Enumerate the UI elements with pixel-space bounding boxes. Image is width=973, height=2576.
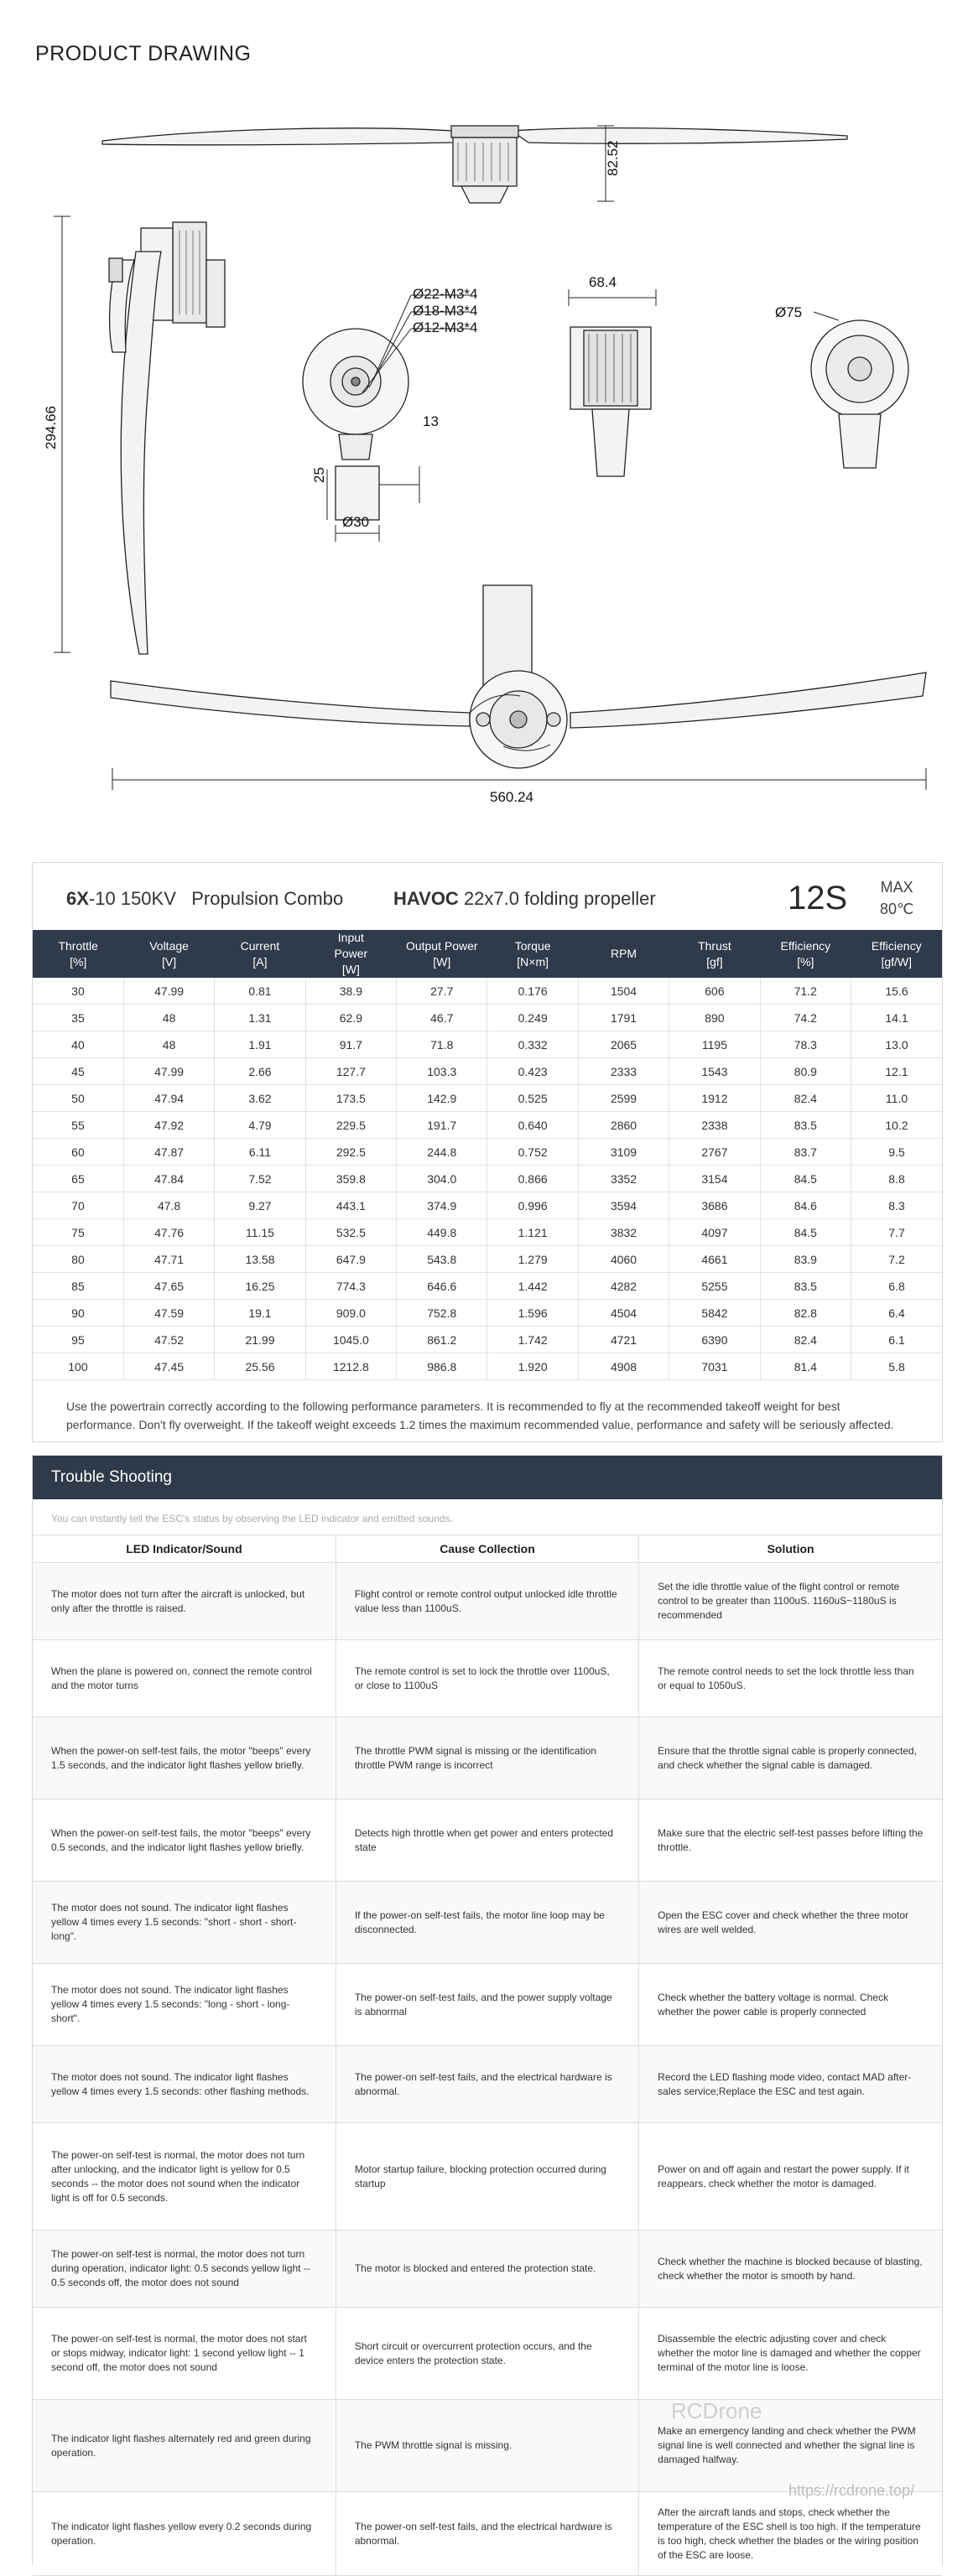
perf-col-header-line: Input [337, 931, 364, 944]
table-cell: 84.5 [760, 1166, 851, 1192]
table-row [33, 2492, 942, 2576]
table-cell: The power-on self-test fails, and the electrical hardware is abnormal. [336, 2492, 638, 2576]
table-row [33, 1882, 942, 1964]
table-cell: 47.52 [123, 1327, 214, 1353]
table-cell: 4908 [578, 1353, 669, 1380]
dim-d18: Ø18-M3*4 [413, 303, 478, 319]
perf-col-header-line: [%] [797, 954, 814, 969]
perf-col-header-line: [gf] [706, 954, 723, 969]
table-cell: 1195 [669, 1031, 760, 1058]
table-cell: 0.249 [487, 1005, 578, 1031]
table-cell: 47.99 [123, 978, 214, 1005]
table-cell: 986.8 [397, 1353, 487, 1380]
perf-col-header [397, 930, 487, 978]
table-cell: 191.7 [397, 1112, 487, 1139]
table-cell: 1.596 [487, 1300, 578, 1327]
table-cell: Record the LED flashing mode video, contact MAD after-sales service;Replace the ESC and test again. [639, 2046, 942, 2123]
dim-294-66: 294.66 [43, 406, 59, 449]
dim-d12: Ø12-M3*4 [413, 319, 478, 335]
table-cell: 0.996 [487, 1192, 578, 1219]
table-cell: 74.2 [760, 1005, 851, 1031]
perf-col-header-line: RPM [610, 947, 637, 960]
table-cell: The PWM throttle signal is missing. [336, 2400, 638, 2492]
perf-col-header-line: Torque [514, 938, 551, 953]
table-cell: Make an emergency landing and check whether the PWM signal line is well connected and whether the signal line is damaged halfway. [639, 2400, 942, 2492]
table-cell: 14.1 [851, 1005, 942, 1031]
perf-col-header-line: Voltage [149, 938, 189, 953]
ts-col-header: Solution [639, 1535, 942, 1563]
perf-col-header-line: Power [334, 947, 368, 960]
table-cell: 2338 [669, 1112, 760, 1139]
table-row [33, 978, 942, 1005]
table-cell: 78.3 [760, 1031, 851, 1058]
max-temp-value: 80℃ [880, 901, 914, 917]
table-cell: 70 [33, 1192, 123, 1219]
table-cell: 3154 [669, 1166, 760, 1192]
table-cell: 4661 [669, 1246, 760, 1273]
drawing-title: PRODUCT DRAWING [35, 42, 252, 65]
table-row [33, 1085, 942, 1112]
table-cell: 4.79 [215, 1112, 305, 1139]
table-cell: The power-on self-test fails, and the power supply voltage is abnormal [336, 1964, 638, 2046]
dim-d75: Ø75 [775, 304, 803, 320]
table-cell: 82.8 [760, 1300, 851, 1327]
table-cell: The motor is blocked and entered the protection state. [336, 2231, 638, 2308]
table-cell: The power-on self-test fails, and the electrical hardware is abnormal. [336, 2046, 638, 2123]
table-cell: 6.11 [215, 1139, 305, 1166]
perf-col-header [578, 930, 669, 978]
table-cell: 10.2 [851, 1112, 942, 1139]
perf-col-header [487, 930, 578, 978]
table-cell: 1045.0 [305, 1327, 396, 1353]
perf-col-header-line: Efficiency [780, 938, 831, 953]
troubleshooting-subtitle: You can instantly tell the ESC's status by observing the LED indicator and emitted sounds. [51, 1513, 453, 1524]
perf-col-header [760, 930, 851, 978]
table-row [33, 2046, 942, 2123]
table-cell: 8.3 [851, 1192, 942, 1219]
table-cell: 909.0 [305, 1300, 396, 1327]
table-cell: 81.4 [760, 1353, 851, 1380]
table-cell: 2.66 [215, 1058, 305, 1085]
table-row [33, 1058, 942, 1085]
table-cell: 25.56 [215, 1353, 305, 1380]
table-row [33, 1139, 942, 1166]
perf-col-header [669, 930, 760, 978]
table-cell: 47.87 [123, 1139, 214, 1166]
table-cell: 40 [33, 1031, 123, 1058]
table-cell: 47.76 [123, 1219, 214, 1246]
table-cell: 1.31 [215, 1005, 305, 1031]
table-cell: 47.94 [123, 1085, 214, 1112]
watermark-url: https://rcdrone.top/ [788, 2482, 915, 2499]
table-row [33, 1353, 942, 1380]
table-row [33, 1800, 942, 1882]
table-cell: 0.640 [487, 1112, 578, 1139]
combo-label: Propulsion Combo [191, 888, 344, 909]
table-cell: Check whether the battery voltage is normal. Check whether the power cable is properly connected [639, 1964, 942, 2046]
combo-model-bold: 6X [66, 888, 89, 909]
table-cell: When the plane is powered on, connect the remote control and the motor turns [33, 1640, 336, 1717]
table-cell: 38.9 [305, 978, 396, 1005]
table-cell: 47.59 [123, 1300, 214, 1327]
table-cell: 65 [33, 1166, 123, 1192]
table-cell: 7.2 [851, 1246, 942, 1273]
table-cell: Make sure that the electric self-test passes before lifting the throttle. [639, 1800, 942, 1882]
table-cell: 1212.8 [305, 1353, 396, 1380]
table-cell: 47.8 [123, 1192, 214, 1219]
table-cell: 103.3 [397, 1058, 487, 1085]
table-cell: 861.2 [397, 1327, 487, 1353]
troubleshooting-panel [32, 1455, 943, 2566]
dim-d30: Ø30 [342, 514, 370, 530]
table-cell: 50 [33, 1085, 123, 1112]
table-cell: 374.9 [397, 1192, 487, 1219]
table-cell: 47.45 [123, 1353, 214, 1380]
table-cell: 11.15 [215, 1219, 305, 1246]
table-cell: 1912 [669, 1085, 760, 1112]
table-row [33, 1192, 942, 1219]
table-cell: 83.7 [760, 1139, 851, 1166]
table-cell: 5842 [669, 1300, 760, 1327]
table-cell: 62.9 [305, 1005, 396, 1031]
table-cell: The indicator light flashes alternately red and green during operation. [33, 2400, 336, 2492]
table-cell: 3686 [669, 1192, 760, 1219]
table-cell: 71.8 [397, 1031, 487, 1058]
table-cell: 11.0 [851, 1085, 942, 1112]
table-cell: 82.4 [760, 1327, 851, 1353]
table-cell: 0.423 [487, 1058, 578, 1085]
table-cell: 0.866 [487, 1166, 578, 1192]
combo-name [66, 888, 343, 910]
table-row [33, 1219, 942, 1246]
table-cell: 90 [33, 1300, 123, 1327]
table-cell: Ensure that the throttle signal cable is properly connected, and check whether the signal cable is damaged. [639, 1717, 942, 1800]
table-cell: 12.1 [851, 1058, 942, 1085]
perf-col-header-line: [N×m] [517, 954, 549, 969]
table-cell: 83.5 [760, 1273, 851, 1300]
table-row [33, 2400, 942, 2492]
table-row [33, 2123, 942, 2231]
table-row [33, 1166, 942, 1192]
product-drawing [0, 75, 973, 855]
table-cell: 9.5 [851, 1139, 942, 1166]
table-cell: 292.5 [305, 1139, 396, 1166]
table-cell: 4060 [578, 1246, 669, 1273]
table-row [33, 1273, 942, 1300]
table-cell: The remote control is set to lock the throttle over 1100uS, or close to 1100uS [336, 1640, 638, 1717]
table-cell: 19.1 [215, 1300, 305, 1327]
dim-13: 13 [423, 413, 439, 429]
perf-col-header-line: [V] [162, 954, 177, 969]
table-cell: 1.442 [487, 1273, 578, 1300]
table-cell: If the power-on self-test fails, the motor line loop may be disconnected. [336, 1882, 638, 1964]
table-cell: 6.1 [851, 1327, 942, 1353]
table-cell: 75 [33, 1219, 123, 1246]
watermark-logo: RCDrone [671, 2398, 762, 2423]
table-cell: 646.6 [397, 1273, 487, 1300]
table-cell: 890 [669, 1005, 760, 1031]
table-cell: 449.8 [397, 1219, 487, 1246]
ts-col-header: LED Indicator/Sound [33, 1535, 336, 1563]
combo-model-rest: -10 150KV [88, 888, 176, 909]
table-cell: 8.8 [851, 1166, 942, 1192]
table-cell: 27.7 [397, 978, 487, 1005]
perf-col-header-line: [%] [70, 954, 87, 969]
table-cell: 4504 [578, 1300, 669, 1327]
troubleshooting-body [33, 1563, 942, 2576]
table-cell: 95 [33, 1327, 123, 1353]
max-temp [880, 876, 913, 920]
perf-col-header-line: Thrust [698, 938, 731, 953]
table-cell: 15.6 [851, 978, 942, 1005]
dim-height-top: 82.52 [605, 140, 621, 176]
table-cell: When the power-on self-test fails, the motor "beeps" every 1.5 seconds, and the indicator light flashes yellow briefly. [33, 1717, 336, 1800]
table-cell: Power on and off again and restart the power supply. If it reappears, check whether the motor is damaged. [639, 2123, 942, 2231]
table-cell: 46.7 [397, 1005, 487, 1031]
table-row [33, 1112, 942, 1139]
table-cell: 244.8 [397, 1139, 487, 1166]
table-cell: 2599 [578, 1085, 669, 1112]
table-cell: 82.4 [760, 1085, 851, 1112]
perf-col-header [215, 930, 305, 978]
performance-body [33, 978, 942, 1380]
dim-560-24: 560.24 [490, 789, 533, 805]
table-cell: The motor does not sound. The indicator light flashes yellow 4 times every 1.5 seconds: "long - short - long-short". [33, 1964, 336, 2046]
table-cell: 84.5 [760, 1219, 851, 1246]
table-row [33, 1563, 942, 1640]
table-cell: 3.62 [215, 1085, 305, 1112]
table-cell: The power-on self-test is normal, the motor does not turn after unlocking, and the indicator light is yellow for 0.5 seconds -- the motor does not sound when the indicator light is off for 0.5 seconds. [33, 2123, 336, 2231]
table-cell: 80.9 [760, 1058, 851, 1085]
table-row [33, 1005, 942, 1031]
table-cell: 1.920 [487, 1353, 578, 1380]
table-cell: The remote control needs to set the lock throttle less than or equal to 1050uS. [639, 1640, 942, 1717]
performance-header [33, 863, 942, 930]
table-cell: 55 [33, 1112, 123, 1139]
ts-col-header: Cause Collection [336, 1535, 638, 1563]
table-row [33, 2308, 942, 2400]
dim-68-4: 68.4 [589, 274, 617, 290]
table-row [33, 1327, 942, 1353]
table-cell: 543.8 [397, 1246, 487, 1273]
table-cell: 2333 [578, 1058, 669, 1085]
table-cell: The power-on self-test is normal, the motor does not start or stops midway, indicator light: 1 second yellow light -- 1 second off, the motor does not sound [33, 2308, 336, 2400]
table-cell: 47.65 [123, 1273, 214, 1300]
perf-col-header-line: [A] [252, 954, 268, 969]
table-cell: 7.52 [215, 1166, 305, 1192]
table-cell: 304.0 [397, 1166, 487, 1192]
table-cell: 774.3 [305, 1273, 396, 1300]
table-cell: The motor does not turn after the aircraft is unlocked, but only after the throttle is raised. [33, 1563, 336, 1640]
troubleshooting-title: Trouble Shooting [33, 1456, 942, 1499]
table-cell: 1.742 [487, 1327, 578, 1353]
table-cell: Flight control or remote control output unlocked idle throttle value less than 1100uS. [336, 1563, 638, 1640]
table-cell: 0.525 [487, 1085, 578, 1112]
table-cell: 3109 [578, 1139, 669, 1166]
performance-table [33, 930, 942, 1380]
table-row [33, 1964, 942, 2046]
table-cell: 127.7 [305, 1058, 396, 1085]
table-cell: 7031 [669, 1353, 760, 1380]
table-row [33, 1031, 942, 1058]
perf-col-header [851, 930, 942, 978]
table-cell: 7.7 [851, 1219, 942, 1246]
table-cell: 359.8 [305, 1166, 396, 1192]
table-cell: 2767 [669, 1139, 760, 1166]
performance-panel [32, 862, 943, 1442]
table-row [33, 2231, 942, 2308]
table-cell: 47.71 [123, 1246, 214, 1273]
perf-col-header-line: Throttle [58, 938, 98, 953]
table-cell: 47.99 [123, 1058, 214, 1085]
dim-d22: Ø22-M3*4 [413, 286, 478, 302]
performance-note: Use the powertrain correctly according to the following performance parameters. It is recommended to fly at the recommended takeoff weight for best performance. Don't fly overweight. If the takeoff weight exceeds 1.2 times the maximum recommended value, performance and safety will be seriously affected. [66, 1400, 894, 1431]
table-cell: 6.4 [851, 1300, 942, 1327]
table-cell: 30 [33, 978, 123, 1005]
cell-count: 12S [788, 880, 848, 917]
performance-header-row [33, 930, 942, 978]
max-label: MAX [880, 879, 913, 896]
table-cell: Set the idle throttle value of the flight control or remote control to be greater than 1100uS. 1160uS~1180uS is recommended [639, 1563, 942, 1640]
propeller-name [393, 888, 656, 910]
perf-col-header-line: [gf/W] [881, 954, 913, 969]
table-cell: 142.9 [397, 1085, 487, 1112]
table-cell: 4097 [669, 1219, 760, 1246]
table-cell: 2065 [578, 1031, 669, 1058]
table-cell: The throttle PWM signal is missing or the identification throttle PWM range is incorrect [336, 1717, 638, 1800]
table-cell: The indicator light flashes yellow every 0.2 seconds during operation. [33, 2492, 336, 2576]
table-cell: 91.7 [305, 1031, 396, 1058]
table-cell: The motor does not sound. The indicator light flashes yellow 4 times every 1.5 seconds: "short - short - short-long". [33, 1882, 336, 1964]
table-cell: 47.84 [123, 1166, 214, 1192]
table-cell: 0.176 [487, 978, 578, 1005]
table-cell: 4282 [578, 1273, 669, 1300]
table-row [33, 1640, 942, 1717]
perf-col-header [33, 930, 123, 978]
perf-col-header-line: Efficiency [871, 938, 922, 953]
table-cell: 606 [669, 978, 760, 1005]
prop-brand: HAVOC [393, 888, 459, 909]
table-cell: 85 [33, 1273, 123, 1300]
perf-col-header-line: [W] [433, 954, 451, 969]
table-cell: 1504 [578, 978, 669, 1005]
table-cell: 100 [33, 1353, 123, 1380]
table-cell: When the power-on self-test fails, the motor "beeps" every 0.5 seconds, and the indicator light flashes yellow briefly. [33, 1800, 336, 1882]
perf-col-header-line: Current [240, 938, 280, 953]
table-cell: 9.27 [215, 1192, 305, 1219]
table-cell: The power-on self-test is normal, the motor does not turn during operation, indicator light: 0.5 seconds yellow light -- 0.5 seconds off, the motor does not sound [33, 2231, 336, 2308]
prop-model: 22x7.0 folding propeller [458, 888, 656, 909]
table-cell: Disassemble the electric adjusting cover and check whether the motor line is damaged and whether the copper terminal of the motor line is loose. [639, 2308, 942, 2400]
table-cell: 0.332 [487, 1031, 578, 1058]
table-row [33, 1300, 942, 1327]
table-cell: 3594 [578, 1192, 669, 1219]
table-cell: 1.121 [487, 1219, 578, 1246]
table-cell: 647.9 [305, 1246, 396, 1273]
troubleshooting-table [33, 1535, 942, 2576]
table-cell: 60 [33, 1139, 123, 1166]
table-cell: After the aircraft lands and stops, check whether the temperature of the ESC shell is too high. If the temperature is too high, check whether the blades or the wiring position of the ESC are loose. [639, 2492, 942, 2576]
table-cell: 443.1 [305, 1192, 396, 1219]
table-cell: 1791 [578, 1005, 669, 1031]
table-cell: 1543 [669, 1058, 760, 1085]
table-cell: Short circuit or overcurrent protection occurs, and the device enters the protection state. [336, 2308, 638, 2400]
table-cell: 2860 [578, 1112, 669, 1139]
table-cell: 16.25 [215, 1273, 305, 1300]
table-cell: 45 [33, 1058, 123, 1085]
table-cell: 6390 [669, 1327, 760, 1353]
perf-col-header [123, 930, 214, 978]
table-cell: 21.99 [215, 1327, 305, 1353]
table-cell: 3832 [578, 1219, 669, 1246]
table-cell: 5255 [669, 1273, 760, 1300]
table-cell: 0.752 [487, 1139, 578, 1166]
table-cell: 83.9 [760, 1246, 851, 1273]
table-cell: 71.2 [760, 978, 851, 1005]
table-cell: 13.0 [851, 1031, 942, 1058]
table-row [33, 1246, 942, 1273]
perf-col-header-line: Output Power [405, 938, 478, 953]
perf-col-header-line: [W] [341, 963, 360, 976]
table-cell: 6.8 [851, 1273, 942, 1300]
table-cell: 80 [33, 1246, 123, 1273]
table-cell: Motor startup failure, blocking protection occurred during startup [336, 2123, 638, 2231]
table-cell: 48 [123, 1005, 214, 1031]
perf-col-header [305, 930, 396, 978]
table-cell: 83.5 [760, 1112, 851, 1139]
table-row [33, 1717, 942, 1800]
table-cell: 5.8 [851, 1353, 942, 1380]
table-cell: Check whether the machine is blocked because of blasting, check whether the motor is smooth by hand. [639, 2231, 942, 2308]
table-cell: 35 [33, 1005, 123, 1031]
table-cell: 0.81 [215, 978, 305, 1005]
table-cell: Detects high throttle when get power and enters protected state [336, 1800, 638, 1882]
table-cell: 48 [123, 1031, 214, 1058]
table-cell: 1.91 [215, 1031, 305, 1058]
table-cell: 13.58 [215, 1246, 305, 1273]
troubleshooting-header-row [33, 1535, 942, 1563]
table-cell: The motor does not sound. The indicator light flashes yellow 4 times every 1.5 seconds: other flashing methods. [33, 2046, 336, 2123]
table-cell: 47.92 [123, 1112, 214, 1139]
table-cell: 752.8 [397, 1300, 487, 1327]
table-cell: Open the ESC cover and check whether the three motor wires are well welded. [639, 1882, 942, 1964]
table-cell: 229.5 [305, 1112, 396, 1139]
table-cell: 84.6 [760, 1192, 851, 1219]
dim-25: 25 [311, 467, 327, 483]
table-cell: 4721 [578, 1327, 669, 1353]
table-cell: 173.5 [305, 1085, 396, 1112]
table-cell: 1.279 [487, 1246, 578, 1273]
table-cell: 3352 [578, 1166, 669, 1192]
table-cell: 532.5 [305, 1219, 396, 1246]
